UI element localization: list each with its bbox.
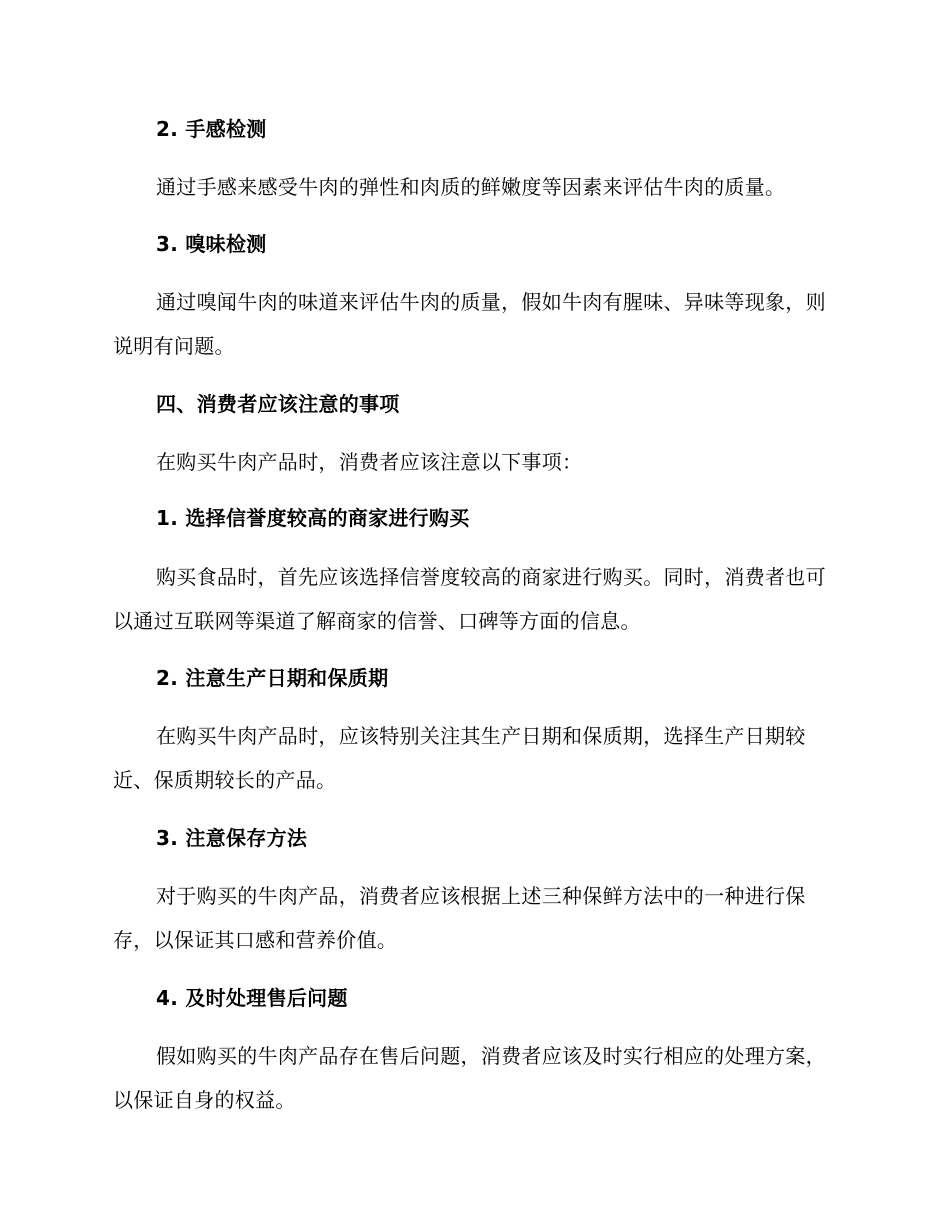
paragraph-hand-test: 通过手感来感受牛肉的弹性和肉质的鲜嫩度等因素来评估牛肉的质量。	[156, 175, 786, 199]
section-heading-dates: 2. 注意生产日期和保质期	[156, 666, 389, 690]
paragraph-choose-merchant: 购买食品时，首先应该选择信誉度较高的商家进行购买。同时，消费者也可以通过互联网等渠道了解商家的信誉、口碑等方面的信息。	[113, 565, 826, 633]
section-heading-after-sales: 4. 及时处理售后问题	[156, 986, 348, 1010]
section-heading-hand-test: 2. 手感检测	[156, 117, 267, 141]
section-heading-consumer-notes: 四、消费者应该注意的事项	[156, 392, 400, 416]
paragraph-dates: 在购买牛肉产品时，应该特别关注其生产日期和保质期，选择生产日期较近、保质期较长的产品。	[113, 724, 806, 792]
section-heading-smell-test: 3. 嗅味检测	[156, 232, 267, 256]
section-heading-storage: 3. 注意保存方法	[156, 826, 308, 850]
paragraph-storage: 对于购买的牛肉产品，消费者应该根据上述三种保鲜方法中的一种进行保存，以保证其口感和营养价值。	[113, 884, 806, 952]
section-heading-choose-merchant: 1. 选择信誉度较高的商家进行购买	[156, 506, 470, 530]
paragraph-after-sales: 假如购买的牛肉产品存在售后问题，消费者应该及时实行相应的处理方案，以保证自身的权益。	[113, 1044, 826, 1112]
paragraph-consumer-intro: 在购买牛肉产品时，消费者应该注意以下事项：	[156, 450, 583, 474]
paragraph-smell-test: 通过嗅闻牛肉的味道来评估牛肉的质量，假如牛肉有腥味、异味等现象，则说明有问题。	[113, 290, 826, 358]
